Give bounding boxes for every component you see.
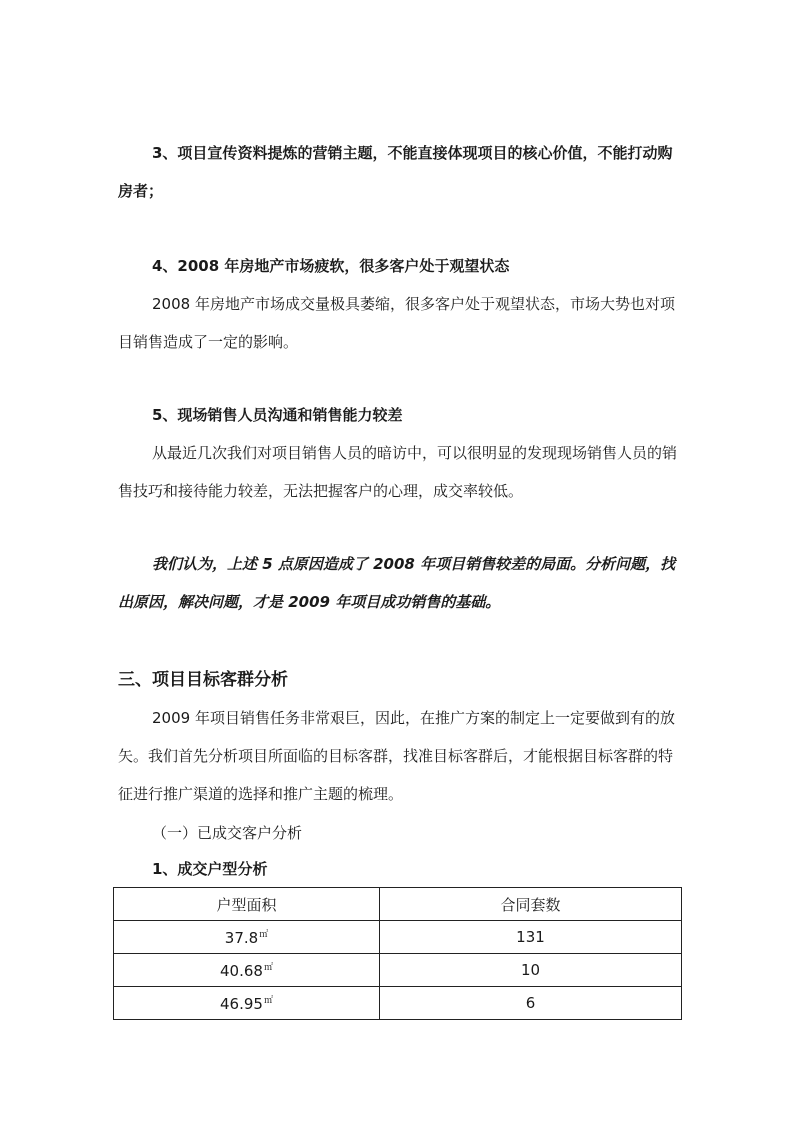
conclusion-paragraph: 我们认为，上述 5 点原因造成了 2008 年项目销售较差的局面。分析问题，找出原因，解决问题，才是 2009 年项目成功销售的基础。 bbox=[118, 555, 676, 611]
table-cell-area bbox=[114, 987, 380, 1020]
area-value: 37.8 bbox=[224, 929, 259, 947]
item-3-paragraph bbox=[118, 134, 684, 210]
area-unit: ㎡ bbox=[263, 996, 273, 1006]
table-cell-count: 131 bbox=[380, 921, 682, 954]
table-row bbox=[114, 954, 682, 987]
item-4-title: 4、2008 年房地产市场疲软，很多客户处于观望状态 bbox=[152, 257, 510, 275]
section-3-heading: 三、项目目标客群分析 bbox=[118, 670, 288, 690]
table-cell-area bbox=[114, 954, 380, 987]
table-row bbox=[114, 987, 682, 1020]
subsection-heading: （一）已成交客户分析 bbox=[152, 824, 303, 842]
table-header-area: 户型面积 bbox=[114, 888, 380, 921]
area-unit: ㎡ bbox=[259, 930, 269, 940]
item-3-title: 3、项目宣传资料提炼的营销主题，不能直接体现项目的核心价值，不能打动购房者； bbox=[118, 144, 673, 200]
item-4-body: 2008 年房地产市场成交量极具萎缩，很多客户处于观望状态，市场大势也对项目销售造成了一定的影响。 bbox=[118, 295, 675, 351]
unit-area-table-wrapper bbox=[113, 887, 682, 1020]
area-value: 40.68 bbox=[220, 962, 263, 980]
unit-area-table bbox=[113, 887, 682, 1020]
item-5-title: 5、现场销售人员沟通和销售能力较差 bbox=[152, 406, 403, 424]
table-cell-count: 6 bbox=[380, 987, 682, 1020]
subheading-unit-analysis: 1、成交户型分析 bbox=[152, 860, 268, 878]
table-header-row bbox=[114, 888, 682, 921]
item-5-body: 从最近几次我们对项目销售人员的暗访中，可以很明显的发现现场销售人员的销售技巧和接待能力较差，无法把握客户的心理，成交率较低。 bbox=[118, 444, 678, 500]
table-header-count: 合同套数 bbox=[380, 888, 682, 921]
table-cell-count: 10 bbox=[380, 954, 682, 987]
area-unit: ㎡ bbox=[263, 963, 273, 973]
section-3-intro: 2009 年项目销售任务非常艰巨，因此，在推广方案的制定上一定要做到有的放矢。我们首先分析项目所面临的目标客群，找准目标客群后，才能根据目标客群的特征进行推广渠道的选择和推广主题的梳理。 bbox=[118, 709, 675, 803]
table-cell-area bbox=[114, 921, 380, 954]
table-row bbox=[114, 921, 682, 954]
area-value: 46.95 bbox=[220, 995, 263, 1013]
